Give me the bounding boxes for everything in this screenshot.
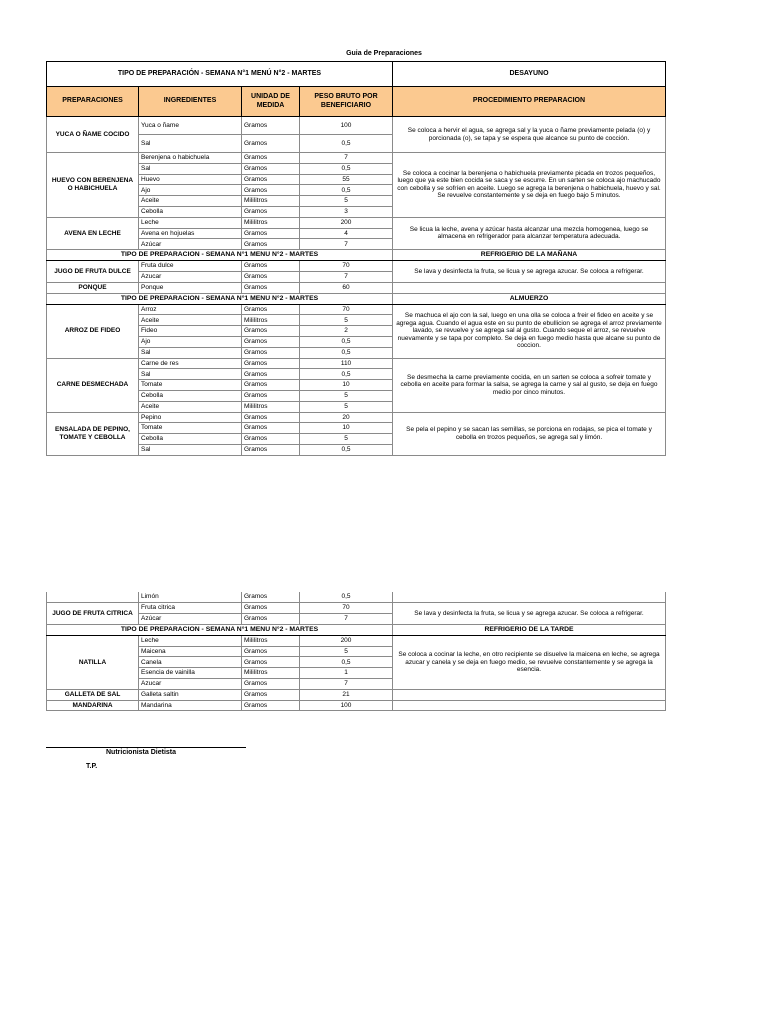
quantity: 4: [300, 228, 393, 239]
unit: Gramos: [242, 228, 300, 239]
quantity: 0,5: [300, 163, 393, 174]
prep-name: JUGO DE FRUTA DULCE: [47, 261, 139, 283]
ingredient: Sal: [139, 369, 242, 380]
unit: Gramos: [242, 117, 300, 135]
ingredient: Cebolla: [139, 390, 242, 401]
ingredient: Fruta dulce: [139, 261, 242, 272]
quantity: 7: [300, 679, 393, 690]
unit: Gramos: [242, 326, 300, 337]
quantity: 0,5: [300, 592, 393, 603]
quantity: 7: [300, 153, 393, 164]
quantity: 0,5: [300, 135, 393, 153]
unit: Gramos: [242, 689, 300, 700]
ingredient: Huevo: [139, 174, 242, 185]
signature-line: [46, 747, 246, 748]
unit: Gramos: [242, 261, 300, 272]
quantity: 0,5: [300, 369, 393, 380]
ingredient: Sal: [139, 163, 242, 174]
unit: Mililitros: [242, 668, 300, 679]
table-row: [47, 603, 666, 614]
col-peso: PESO BRUTO POR BENEFICIARIO: [300, 87, 393, 117]
procedure: Se licua la leche, avena y azúcar hasta alcanzar una mezcla homogenea, luego se almacena en refrigerador para alcanzar temperatura adecuada.: [393, 217, 666, 249]
quantity: 20: [300, 412, 393, 423]
ingredient: Pepino: [139, 412, 242, 423]
quantity: 60: [300, 282, 393, 293]
col-procedimiento: PROCEDIMIENTO PREPARACION: [393, 87, 666, 117]
table-header-row: [47, 62, 666, 87]
quantity: 0,5: [300, 336, 393, 347]
ingredient: Fruta citrica: [139, 603, 242, 614]
quantity: 0,5: [300, 657, 393, 668]
procedure: Se pela el pepino y se sacan las semillas, se porciona en rodajas, se pica el tomate y cebolla en trozos pequeños, se agrega sal y limón.: [393, 412, 666, 455]
unit: Gramos: [242, 358, 300, 369]
ingredient: Ajo: [139, 185, 242, 196]
unit: Mililitros: [242, 315, 300, 326]
quantity: 0,5: [300, 185, 393, 196]
unit: Gramos: [242, 347, 300, 358]
section-header-row: [47, 624, 666, 635]
quantity: 100: [300, 117, 393, 135]
unit: Mililitros: [242, 635, 300, 646]
procedure-empty: [393, 700, 666, 711]
column-header-row: [47, 87, 666, 117]
col-unidad: UNIDAD DE MEDIDA: [242, 87, 300, 117]
prep-name: HUEVO CON BERENJENA O HABICHUELA: [47, 153, 139, 218]
ingredient: Fideo: [139, 326, 242, 337]
unit: Gramos: [242, 369, 300, 380]
quantity: 3: [300, 206, 393, 217]
unit: Mililitros: [242, 196, 300, 207]
unit: Gramos: [242, 153, 300, 164]
unit: Gramos: [242, 163, 300, 174]
prep-name-continued: [47, 592, 139, 603]
quantity: 5: [300, 315, 393, 326]
quantity: 5: [300, 434, 393, 445]
quantity: 5: [300, 401, 393, 412]
table-row: [47, 282, 666, 293]
prep-name: ENSALADA DE PEPINO, TOMATE Y CEBOLLA: [47, 412, 139, 455]
procedure: Se lava y desinfecta la fruta, se licua y se agrega azucar. Se coloca a refrigerar.: [393, 261, 666, 283]
col-preparaciones: PREPARACIONES: [47, 87, 139, 117]
procedure: Se coloca a cocinar la leche, en otro recipiente se disuelve la maicena en leche, se agrega azucar y canela y se deja en fuego medio, se revuelve constantemente y se agrega la esencia.: [393, 635, 666, 689]
ingredient: Sal: [139, 135, 242, 153]
table-row: [47, 689, 666, 700]
quantity: 70: [300, 261, 393, 272]
unit: Gramos: [242, 174, 300, 185]
table-row: [47, 117, 666, 135]
ingredient: Ajo: [139, 336, 242, 347]
ingredient: Mandarina: [139, 700, 242, 711]
section-tipo: TIPO DE PREPARACION - SEMANA N°1 MENU N°2 - MARTES: [47, 624, 393, 635]
ingredient: Arroz: [139, 304, 242, 315]
quantity: 110: [300, 358, 393, 369]
unit: Gramos: [242, 390, 300, 401]
section-header-row: [47, 250, 666, 261]
table-row: [47, 261, 666, 272]
prep-name: NATILLA: [47, 635, 139, 689]
section-meal: ALMUERZO: [393, 293, 666, 304]
quantity: 21: [300, 689, 393, 700]
table-row: [47, 358, 666, 369]
section-tipo: TIPO DE PREPARACION - SEMANA N°1 MENU N°2 - MARTES: [47, 250, 393, 261]
quantity: 5: [300, 390, 393, 401]
ingredient: Maicena: [139, 646, 242, 657]
unit: Gramos: [242, 657, 300, 668]
ingredient: Aceite: [139, 401, 242, 412]
preparations-table-page-1: [46, 61, 666, 456]
prep-name: GALLETA DE SAL: [47, 689, 139, 700]
prep-name: JUGO DE FRUTA CITRICA: [47, 603, 139, 625]
section-header-row: [47, 293, 666, 304]
ingredient: Azúcar: [139, 614, 242, 625]
prep-name: YUCA O ÑAME COCIDO: [47, 117, 139, 153]
header-tipo: TIPO DE PREPARACIÓN - SEMANA N°1 MENÚ N°2 - MARTES: [47, 62, 393, 87]
quantity: 7: [300, 239, 393, 250]
table-row: [47, 153, 666, 164]
quantity: 5: [300, 646, 393, 657]
prep-name: CARNE DESMECHADA: [47, 358, 139, 412]
col-ingredientes: INGREDIENTES: [139, 87, 242, 117]
table-row: [47, 700, 666, 711]
prep-name: ARROZ DE FIDEO: [47, 304, 139, 358]
unit: Gramos: [242, 700, 300, 711]
unit: Gramos: [242, 679, 300, 690]
quantity: 10: [300, 380, 393, 391]
quantity: 7: [300, 614, 393, 625]
procedure: Se machuca el ajo con la sal, luego en una olla se coloca a freir el fideo en aceite y se agrega agua. Cuando el agua este en su punto de ebullicion se agrega el arroz previamente lavado, se revuelve y se agrega sal al gusto. Cuando seque el arroz, se revuelve nuevamente y se tapa por completo. Se deja en fuego medio hasta que alcane su punto de coccion.: [393, 304, 666, 358]
table-row: [47, 412, 666, 423]
table-row: [47, 592, 666, 603]
signature-tp: T.P.: [86, 763, 98, 770]
procedure: Se lava y desinfecta la fruta, se licua y se agrega azucar. Se coloca a refrigerar.: [393, 603, 666, 625]
quantity: 0,5: [300, 444, 393, 455]
procedure-continued: [393, 592, 666, 603]
procedure: Se coloca a cocinar la berenjena o habichuela previamente picada en trozos pequeños, luego que ya este bien cocida se saca y se escurre. En un sarten se coloca ajo machucado con cebolla y se sofríen en aceite. Luego se agrega la berenjena o habichuela, huevo y sal. Se revuelve constantemente y se deja en fuego bajo 5 minutos.: [393, 153, 666, 218]
quantity: 5: [300, 196, 393, 207]
unit: Gramos: [242, 282, 300, 293]
ingredient: Berenjena o habichuela: [139, 153, 242, 164]
prep-name: MANDARINA: [47, 700, 139, 711]
unit: Gramos: [242, 336, 300, 347]
ingredient: Yuca o ñame: [139, 117, 242, 135]
quantity: 200: [300, 635, 393, 646]
ingredient: Leche: [139, 217, 242, 228]
ingredient: Leche: [139, 635, 242, 646]
quantity: 55: [300, 174, 393, 185]
unit: Gramos: [242, 380, 300, 391]
signature-name: Nutricionista Dietista: [106, 749, 177, 756]
unit: Gramos: [242, 444, 300, 455]
table-row: [47, 304, 666, 315]
quantity: 200: [300, 217, 393, 228]
quantity: 70: [300, 603, 393, 614]
procedure: Se coloca a hervir el agua, se agrega sal y la yuca o ñame previamente pelada (o) y porcionada (o), se tapa y se espera que alcance su punto de cocción.: [393, 117, 666, 153]
quantity: 100: [300, 700, 393, 711]
unit: Gramos: [242, 185, 300, 196]
header-meal: DESAYUNO: [393, 62, 666, 87]
unit: Gramos: [242, 434, 300, 445]
unit: Gramos: [242, 135, 300, 153]
unit: Gramos: [242, 603, 300, 614]
quantity: 2: [300, 326, 393, 337]
ingredient: Canela: [139, 657, 242, 668]
ingredient: Tomate: [139, 423, 242, 434]
quantity: 70: [300, 304, 393, 315]
section-meal: REFRIGERIO DE LA MAÑANA: [393, 250, 666, 261]
unit: Gramos: [242, 206, 300, 217]
ingredient: Limón: [139, 592, 242, 603]
ingredient: Azúcar: [139, 239, 242, 250]
quantity: 7: [300, 271, 393, 282]
section-tipo: TIPO DE PREPARACION - SEMANA N°1 MENU N°2 - MARTES: [47, 293, 393, 304]
ingredient: Sal: [139, 444, 242, 455]
ingredient: Azucar: [139, 271, 242, 282]
procedure: Se desmecha la carne previamente cocida, en un sarten se coloca a sofreir tomate y cebolla en aceite para formar la salsa, se agrega la carne y sal al gusto, se deja en fuego medio por cinco minutos.: [393, 358, 666, 412]
unit: Gramos: [242, 304, 300, 315]
procedure-empty: [393, 282, 666, 293]
ingredient: Tomate: [139, 380, 242, 391]
unit: Mililitros: [242, 217, 300, 228]
quantity: 10: [300, 423, 393, 434]
preparations-table-page-2: [46, 592, 666, 711]
ingredient: Aceite: [139, 196, 242, 207]
ingredient: Sal: [139, 347, 242, 358]
document-title: Guia de Preparaciones: [346, 50, 422, 57]
ingredient: Cebolla: [139, 206, 242, 217]
quantity: 0,5: [300, 347, 393, 358]
procedure-empty: [393, 689, 666, 700]
unit: Gramos: [242, 614, 300, 625]
unit: Gramos: [242, 271, 300, 282]
section-meal: REFRIGERIO DE LA TARDE: [393, 624, 666, 635]
ingredient: Carne de res: [139, 358, 242, 369]
ingredient: Galleta saltin: [139, 689, 242, 700]
unit: Gramos: [242, 592, 300, 603]
ingredient: Aceite: [139, 315, 242, 326]
table-row: [47, 635, 666, 646]
ingredient: Azucar: [139, 679, 242, 690]
quantity: 1: [300, 668, 393, 679]
unit: Gramos: [242, 412, 300, 423]
unit: Gramos: [242, 646, 300, 657]
ingredient: Avena en hojuelas: [139, 228, 242, 239]
ingredient: Cebolla: [139, 434, 242, 445]
table-row: [47, 217, 666, 228]
unit: Mililitros: [242, 401, 300, 412]
unit: Gramos: [242, 239, 300, 250]
ingredient: Ponque: [139, 282, 242, 293]
ingredient: Esencia de vainilla: [139, 668, 242, 679]
prep-name: AVENA EN LECHE: [47, 217, 139, 249]
prep-name: PONQUE: [47, 282, 139, 293]
unit: Gramos: [242, 423, 300, 434]
